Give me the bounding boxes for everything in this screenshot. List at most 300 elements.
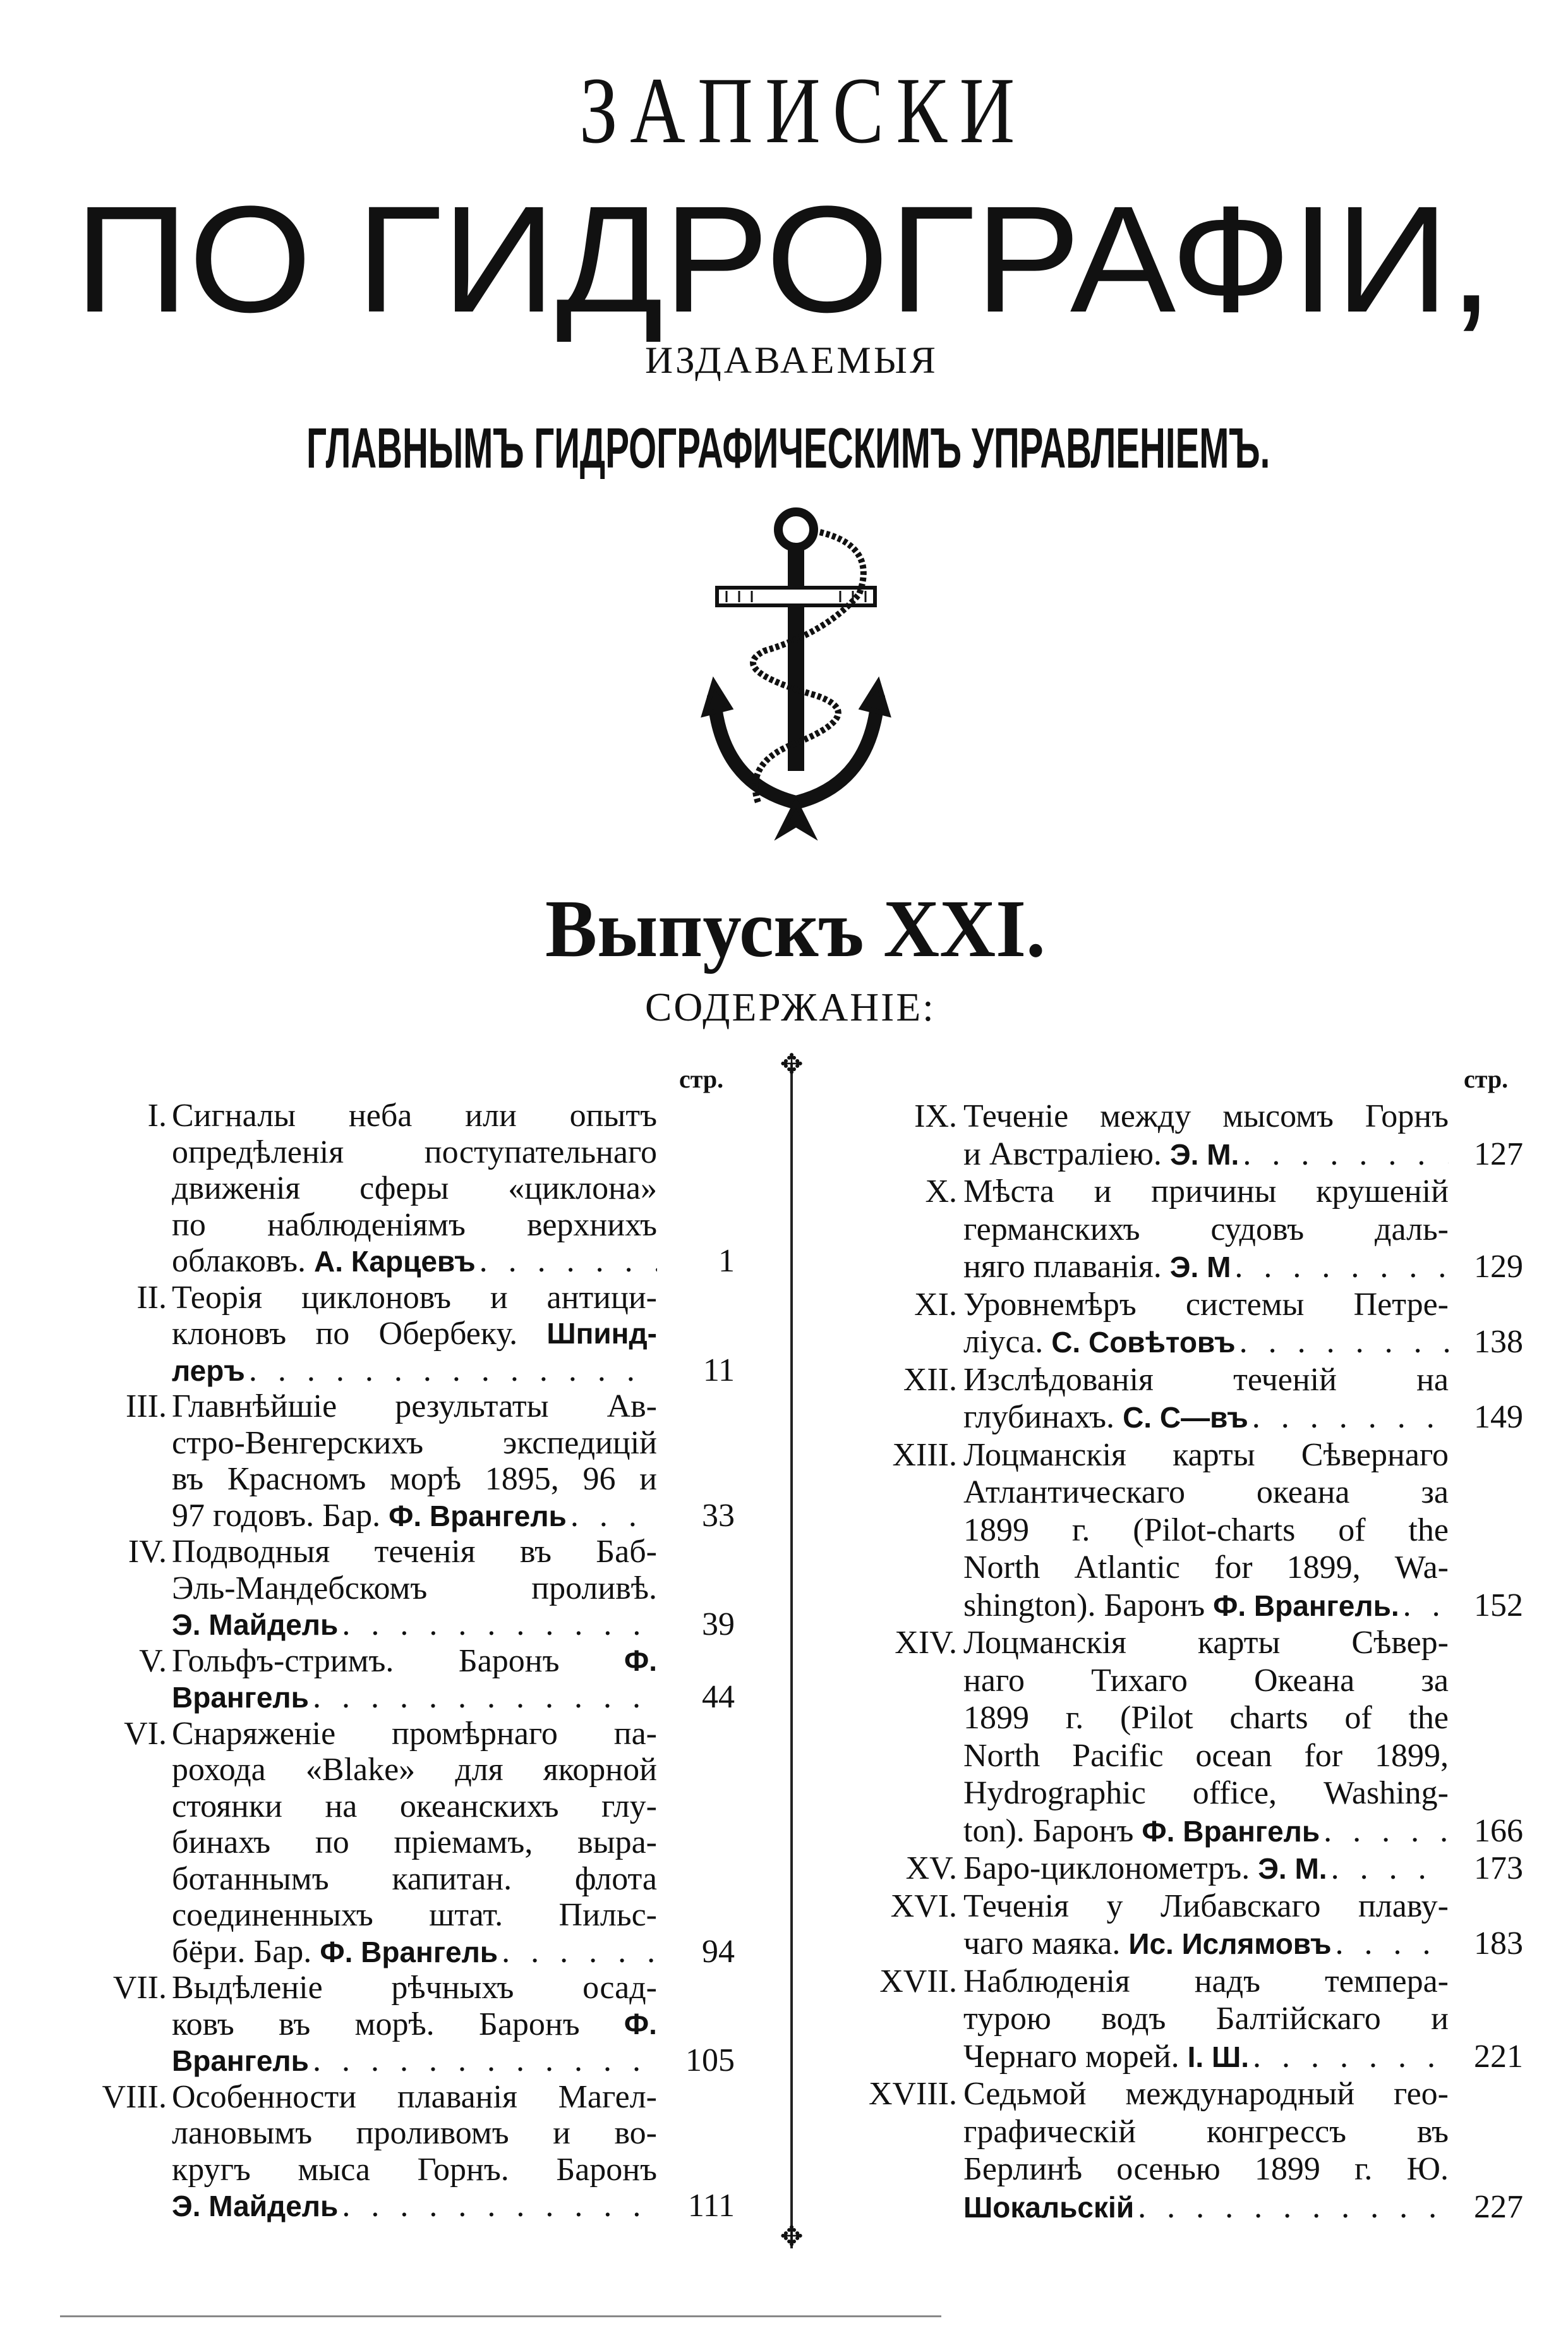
line-word: Седьмой: [963, 2076, 1087, 2112]
line-word: Балтійскаго: [1215, 2001, 1381, 2037]
author-name: Шокальскій: [963, 2190, 1135, 2224]
toc-entry: [865, 1173, 1523, 1286]
section-numeral: XV.: [905, 1850, 957, 1886]
author-name: Врангель: [172, 1681, 309, 1714]
toc-entry: [88, 1534, 735, 1643]
dot-leader: [342, 2188, 657, 2224]
line-word: 1895,: [485, 1461, 559, 1497]
line-word: for: [1304, 1737, 1343, 1774]
toc-entry: [88, 1716, 735, 1970]
line-word: наго: [963, 1662, 1025, 1699]
line-word: Изслѣдованія: [963, 1361, 1154, 1398]
line-word: по: [172, 1206, 206, 1243]
line-word: карты: [1173, 1436, 1255, 1473]
line-word: движенія: [172, 1170, 301, 1206]
line-word: Ю.: [1406, 2151, 1449, 2187]
entry-line: [172, 1606, 657, 1643]
line-text: [963, 1136, 1239, 1173]
entry-title: [172, 2079, 657, 2224]
line-word: стро-Венгерскихъ: [172, 1424, 424, 1461]
toc-entry: [88, 1098, 735, 1280]
line-word: Океана: [1253, 1662, 1355, 1699]
published-by-label: ИЗДАВАЕМЫЯ: [645, 339, 938, 381]
line-word: рѣчныхъ: [391, 1970, 514, 2006]
dot-leader: [1234, 1248, 1449, 1286]
column-divider: [790, 1064, 793, 2248]
line-word: г.: [1065, 1700, 1084, 1736]
line-word: Лоцманскія: [963, 1625, 1126, 1661]
line-word: Теченія: [963, 1888, 1069, 1924]
line-word: ocean: [1195, 1737, 1272, 1774]
entry-line: [172, 2188, 657, 2224]
entry-line: [172, 2115, 657, 2152]
section-numeral: IX.: [914, 1098, 957, 1134]
line-word: for: [1214, 1549, 1253, 1585]
page-number: 33: [702, 1497, 735, 1534]
line-word: па-: [613, 1715, 657, 1752]
section-numeral: XI.: [914, 1286, 957, 1323]
line-word: плаванія: [397, 2078, 517, 2115]
entry-title: [963, 1888, 1449, 1963]
entry-line: [172, 1207, 657, 1244]
toc-entry: [865, 1286, 1523, 1361]
entry-line: [963, 1098, 1449, 1136]
line-word: charts: [1229, 1700, 1308, 1736]
section-numeral: XII.: [903, 1361, 957, 1398]
publisher-name: ГЛАВНЫМЪ ГИДРОГРАФИЧЕСКИМЪ УПРАВЛЕНІЕМЪ.: [306, 417, 1270, 480]
line-word: Берлинѣ: [963, 2151, 1083, 2187]
entry-line: [172, 1388, 657, 1425]
entry-line: [963, 2113, 1449, 2151]
entry-line: [172, 1897, 657, 1934]
line-word: Особенности: [172, 2078, 357, 2115]
author-name: Врангель: [172, 2044, 309, 2077]
entry-line: [172, 2042, 657, 2079]
author-name: Ф. Врангель: [389, 1499, 567, 1532]
entry-line: [963, 1699, 1449, 1737]
line-text: [172, 1498, 567, 1534]
line-word: и: [1094, 1173, 1112, 1209]
entry-line: [963, 1173, 1449, 1211]
line-word: судовъ: [1210, 1211, 1305, 1247]
line-word: международный: [1125, 2076, 1355, 2112]
dot-leader: [570, 1498, 657, 1534]
author-name: Ф. Врангель: [1142, 1814, 1320, 1848]
line-word: мысомъ: [1222, 1098, 1334, 1134]
entry-line: [172, 1788, 657, 1825]
line-word: морѣ: [389, 1461, 462, 1497]
entry-line: [963, 2150, 1449, 2188]
line-word: кругъ: [172, 2151, 251, 2188]
line-text: [172, 1679, 309, 1716]
entry-line: [963, 1512, 1449, 1549]
line-word: океанскихъ: [399, 1788, 559, 1824]
line-word: или: [465, 1098, 517, 1134]
author-name: Ис. Ислямовъ: [1128, 1927, 1332, 1960]
line-word: Atlantic: [1074, 1549, 1180, 1585]
line-word: флота: [574, 1860, 657, 1897]
entry-line: [963, 1248, 1449, 1286]
entry-line: [172, 1098, 657, 1134]
dot-leader: [1138, 2188, 1449, 2226]
line-word: конгрессъ: [1206, 2113, 1347, 2150]
line-word: проливомъ: [356, 2115, 509, 2151]
line-word: въ: [279, 2006, 311, 2042]
line-word: опытъ: [569, 1098, 657, 1134]
line-word: теченія: [374, 1534, 476, 1570]
entry-line: [172, 1280, 657, 1316]
line-word: Теченіе: [963, 1098, 1069, 1134]
line-text-regular: няго плаванія.: [963, 1249, 1170, 1285]
line-text: [172, 2188, 338, 2224]
journal-title-line1: ЗАПИСКИ: [579, 58, 1027, 163]
line-word: выра-: [577, 1824, 657, 1860]
line-word: Мѣста: [963, 1173, 1054, 1209]
line-text: [172, 1934, 498, 1970]
dot-leader: [502, 1934, 657, 1970]
page-number: 111: [687, 2188, 735, 2224]
line-word: крушеній: [1316, 1173, 1449, 1209]
author-name: Шпинд-: [546, 1317, 657, 1350]
line-word: ботаннымъ: [172, 1860, 329, 1897]
entry-line: [172, 1243, 657, 1280]
section-numeral: VII.: [112, 1970, 167, 2006]
entry-line: [172, 1134, 657, 1171]
entry-line: [963, 1737, 1449, 1775]
line-text-regular: чаго маяка.: [963, 1925, 1129, 1961]
line-word: the: [1408, 1512, 1449, 1548]
entry-title: [963, 1963, 1449, 2076]
entry-line: [172, 1170, 657, 1207]
entry-title: [963, 1436, 1449, 1625]
line-word: якорной: [543, 1752, 657, 1788]
line-text-regular: shington). Баронъ: [963, 1587, 1214, 1623]
entry-line: [963, 1587, 1449, 1625]
line-word: въ: [1416, 2113, 1449, 2150]
line-word: на: [1416, 1361, 1449, 1398]
line-word: для: [455, 1752, 504, 1788]
author-name: А. Карцевъ: [313, 1245, 476, 1278]
line-word: Петре-: [1353, 1286, 1449, 1323]
entry-line: [172, 1461, 657, 1498]
bottom-rule: [60, 2315, 941, 2317]
page-column-label-left: стр.: [679, 1065, 724, 1093]
line-word: Уровнемѣръ: [963, 1286, 1137, 1323]
line-word: и: [639, 1461, 657, 1497]
entry-line: [172, 1534, 657, 1570]
line-word: of: [1338, 1512, 1366, 1548]
line-word: наблюденіямъ: [267, 1206, 466, 1243]
line-word: проливѣ.: [531, 1570, 657, 1606]
line-word: North: [963, 1737, 1040, 1774]
line-word: даль-: [1375, 1211, 1449, 1247]
toc-entry: [88, 1970, 735, 2079]
line-word: Пильс-: [558, 1897, 657, 1933]
page-number: 149: [1474, 1399, 1523, 1435]
line-word: Сѣвернаго: [1301, 1436, 1449, 1473]
section-numeral: XVII.: [879, 1963, 957, 1999]
line-word: Ав-: [606, 1388, 657, 1424]
author-name: Э. Майдель: [172, 2190, 339, 2222]
toc-entry: [865, 1436, 1523, 1625]
line-word: 1899: [963, 1512, 1029, 1548]
section-numeral: X.: [925, 1173, 957, 1209]
toc-entry: [88, 1280, 735, 1389]
line-word: системы: [1185, 1286, 1305, 1323]
line-word: въ: [172, 1461, 204, 1497]
line-word: соединенныхъ: [172, 1897, 373, 1933]
line-word: Подводныя: [172, 1534, 330, 1570]
entry-line: [963, 1662, 1449, 1700]
line-word: экспедицій: [503, 1424, 657, 1461]
toc-entry: [865, 1098, 1523, 1173]
dot-leader: [1403, 1587, 1449, 1625]
line-word: Либавскаго: [1160, 1888, 1321, 1924]
line-word: и: [490, 1279, 508, 1316]
section-numeral: XIII.: [892, 1436, 957, 1473]
line-word: Pacific: [1072, 1737, 1164, 1774]
line-text: [963, 1850, 1327, 1888]
line-word: циклоновъ: [301, 1279, 451, 1316]
line-word: Горнъ.: [417, 2151, 509, 2188]
toc-entry: [865, 2075, 1523, 2226]
entry-line: [172, 2079, 657, 2116]
author-name: Э. М.: [1169, 1137, 1239, 1171]
author-name: Ф. Врангель: [320, 1935, 498, 1968]
entry-line: [963, 1624, 1449, 1662]
line-word: Баб-: [596, 1534, 657, 1570]
entry-line: [963, 1323, 1449, 1361]
line-text-regular: и Австраліею.: [963, 1136, 1170, 1172]
line-word: надъ: [1194, 1963, 1260, 1999]
author-name: І. Ш.: [1187, 2040, 1249, 2073]
section-numeral: XVI.: [890, 1888, 957, 1924]
author-name: Э. Майдель: [172, 1608, 339, 1641]
line-text: [963, 2038, 1249, 2076]
dot-leader: [1324, 1812, 1449, 1850]
line-word: Атлантическаго: [963, 1474, 1185, 1510]
page-number: 221: [1474, 2038, 1523, 2075]
entry-title: [963, 2075, 1449, 2226]
entry-title: [963, 1286, 1449, 1361]
line-word: North: [963, 1549, 1040, 1585]
section-numeral: IV.: [128, 1534, 167, 1570]
line-word: верхнихъ: [527, 1206, 657, 1243]
toc-entry: [865, 1361, 1523, 1436]
line-word: Лоцманскія: [963, 1436, 1126, 1473]
line-word: и: [553, 2115, 570, 2151]
line-word: штат.: [429, 1897, 504, 1933]
line-text: [172, 2042, 309, 2079]
line-text-regular: глубинахъ.: [963, 1399, 1123, 1435]
line-word: Обербеку.: [378, 1316, 518, 1352]
line-word: темпера-: [1324, 1963, 1449, 1999]
line-word: карты: [1197, 1625, 1281, 1661]
page-number: 152: [1474, 1587, 1523, 1623]
entry-line: [172, 1570, 657, 1607]
line-text: [963, 1925, 1331, 1963]
line-word: ковъ: [172, 2006, 234, 2042]
line-word: во-: [614, 2115, 657, 2151]
author-name: Э. М.: [1258, 1852, 1327, 1885]
divider-ornament-top-icon: ✥: [780, 1049, 804, 1080]
line-word: и: [1431, 2001, 1449, 2037]
entry-title: [172, 1388, 657, 1534]
line-word: причины: [1151, 1173, 1277, 1209]
line-word: Сигналы: [172, 1098, 296, 1134]
entry-line: [172, 1425, 657, 1462]
line-word: (Pilot: [1120, 1700, 1193, 1736]
line-word: Главнѣйшіе: [172, 1388, 337, 1424]
line-word: мыса: [298, 2151, 370, 2188]
page-number: 138: [1474, 1324, 1523, 1360]
line-text: [963, 2188, 1134, 2226]
page-number: 44: [702, 1679, 735, 1715]
entry-line: [172, 1643, 657, 1680]
entry-title: [963, 1173, 1449, 1286]
line-word: (Pilot-charts: [1133, 1512, 1296, 1548]
line-word: результаты: [395, 1388, 549, 1424]
line-word: за: [1421, 1662, 1449, 1699]
line-word: неба: [348, 1098, 413, 1134]
toc-right-column: [865, 1098, 1523, 2226]
line-word: of: [1344, 1700, 1372, 1736]
entry-title: [172, 1280, 657, 1389]
line-word: глу-: [601, 1788, 657, 1824]
author-name: Э. М: [1169, 1251, 1231, 1283]
entry-line: [172, 2152, 657, 2188]
entry-line: [963, 1136, 1449, 1173]
line-text: [963, 1587, 1399, 1625]
line-word: Теорія: [172, 1279, 263, 1316]
toc-entry: [88, 2079, 735, 2224]
line-word: промѣрнаго: [392, 1715, 558, 1752]
line-word: г.: [1071, 1512, 1090, 1548]
divider-ornament-bottom-icon: ✥: [780, 2221, 804, 2252]
line-word: у: [1106, 1888, 1123, 1924]
line-word: теченій: [1233, 1361, 1337, 1398]
dot-leader: [1335, 1925, 1449, 1963]
line-word: капитан.: [392, 1860, 512, 1897]
entry-line: [172, 1752, 657, 1788]
line-word: осад-: [582, 1970, 657, 2006]
line-word: Wa-: [1394, 1549, 1449, 1585]
line-word: Магел-: [558, 2078, 657, 2115]
entry-line: [172, 1861, 657, 1898]
line-word: клоновъ: [172, 1316, 287, 1352]
line-text: [963, 1398, 1248, 1436]
section-numeral: XVIII.: [868, 2076, 957, 2112]
entry-title: [172, 1534, 657, 1643]
toc-entry: [88, 1643, 735, 1716]
author-name: Ф. Врангель.: [1213, 1589, 1399, 1622]
page-number: 11: [703, 1352, 735, 1388]
entry-title: [963, 1850, 1449, 1888]
line-word: 1899: [963, 1700, 1029, 1736]
dot-leader: [1243, 1136, 1449, 1173]
line-word: Снаряженіе: [172, 1715, 336, 1752]
line-word: въ: [519, 1534, 552, 1570]
line-word: «циклона»: [508, 1170, 657, 1206]
entry-title: [172, 1970, 657, 2079]
line-word: осенью: [1116, 2151, 1221, 2187]
toc-entry: [865, 1963, 1523, 2076]
author-name: С. Совѣтовъ: [1051, 1326, 1236, 1359]
line-word: сферы: [359, 1170, 449, 1206]
line-word: Washing-: [1323, 1775, 1449, 1811]
line-word: антици-: [546, 1279, 657, 1316]
line-word: 1899: [1254, 2151, 1320, 2187]
entry-line: [963, 1812, 1449, 1850]
journal-title-line2: ПО ГИДРОГРАФІИ,: [75, 174, 1493, 344]
line-word: опредѣленія: [172, 1134, 344, 1170]
entry-line: [172, 1716, 657, 1752]
dot-leader: [313, 1679, 657, 1716]
dot-leader: [1252, 1398, 1449, 1436]
page-number: 39: [702, 1606, 735, 1642]
page-number: 173: [1474, 1850, 1523, 1886]
line-text-regular: ліуса.: [963, 1324, 1052, 1360]
line-text-regular: бёри. Бар.: [172, 1933, 320, 1970]
line-word: водъ: [1101, 2001, 1166, 2037]
entry-line: [172, 1934, 657, 1970]
entry-line: [172, 1316, 657, 1352]
line-word: Выдѣленіе: [172, 1970, 323, 2006]
section-numeral: VIII.: [102, 2078, 167, 2115]
line-word: между: [1099, 1098, 1191, 1134]
entry-line: [963, 1549, 1449, 1587]
entry-title: [963, 1098, 1449, 1173]
line-word: стоянки: [172, 1788, 282, 1824]
line-word: Эль-Мандебскомъ: [172, 1570, 428, 1606]
entry-line: [963, 2038, 1449, 2076]
line-text: [963, 1812, 1320, 1850]
entry-line: [963, 1925, 1449, 1963]
entry-line: [963, 1474, 1449, 1512]
section-numeral: I.: [147, 1098, 167, 1134]
entry-line: [963, 1963, 1449, 2001]
author-name: леръ: [172, 1354, 245, 1387]
line-text-regular: ton). Баронъ: [963, 1812, 1142, 1849]
entry-line: [172, 1970, 657, 2006]
toc-entry: [88, 1388, 735, 1534]
dot-leader: [479, 1243, 657, 1280]
section-numeral: VI.: [124, 1715, 167, 1752]
entry-title: [172, 1643, 657, 1716]
line-word: лановымъ: [172, 2115, 313, 2151]
line-word: за: [1421, 1474, 1449, 1510]
line-word: по: [315, 1824, 349, 1860]
dot-leader: [1331, 1850, 1449, 1888]
dot-leader: [1253, 2038, 1449, 2076]
dot-leader: [1239, 1323, 1449, 1361]
contents-heading: СОДЕРЖАНІЕ:: [645, 985, 936, 1029]
line-word: германскихъ: [963, 1211, 1140, 1247]
line-word: по: [315, 1316, 350, 1352]
entry-line: [172, 2006, 657, 2043]
line-text-regular: Баро-циклонометръ.: [963, 1850, 1258, 1886]
line-word: Баронъ: [556, 2151, 657, 2188]
line-word: «Blake»: [305, 1752, 416, 1788]
line-word: океана: [1256, 1474, 1350, 1510]
anchor-icon: [670, 506, 922, 840]
section-numeral: III.: [126, 1388, 167, 1424]
page-number: 183: [1474, 1925, 1523, 1961]
entry-line: [963, 1888, 1449, 1925]
entry-line: [963, 2000, 1449, 2038]
page-number: 129: [1474, 1249, 1523, 1285]
line-word: Красномъ: [227, 1461, 366, 1497]
